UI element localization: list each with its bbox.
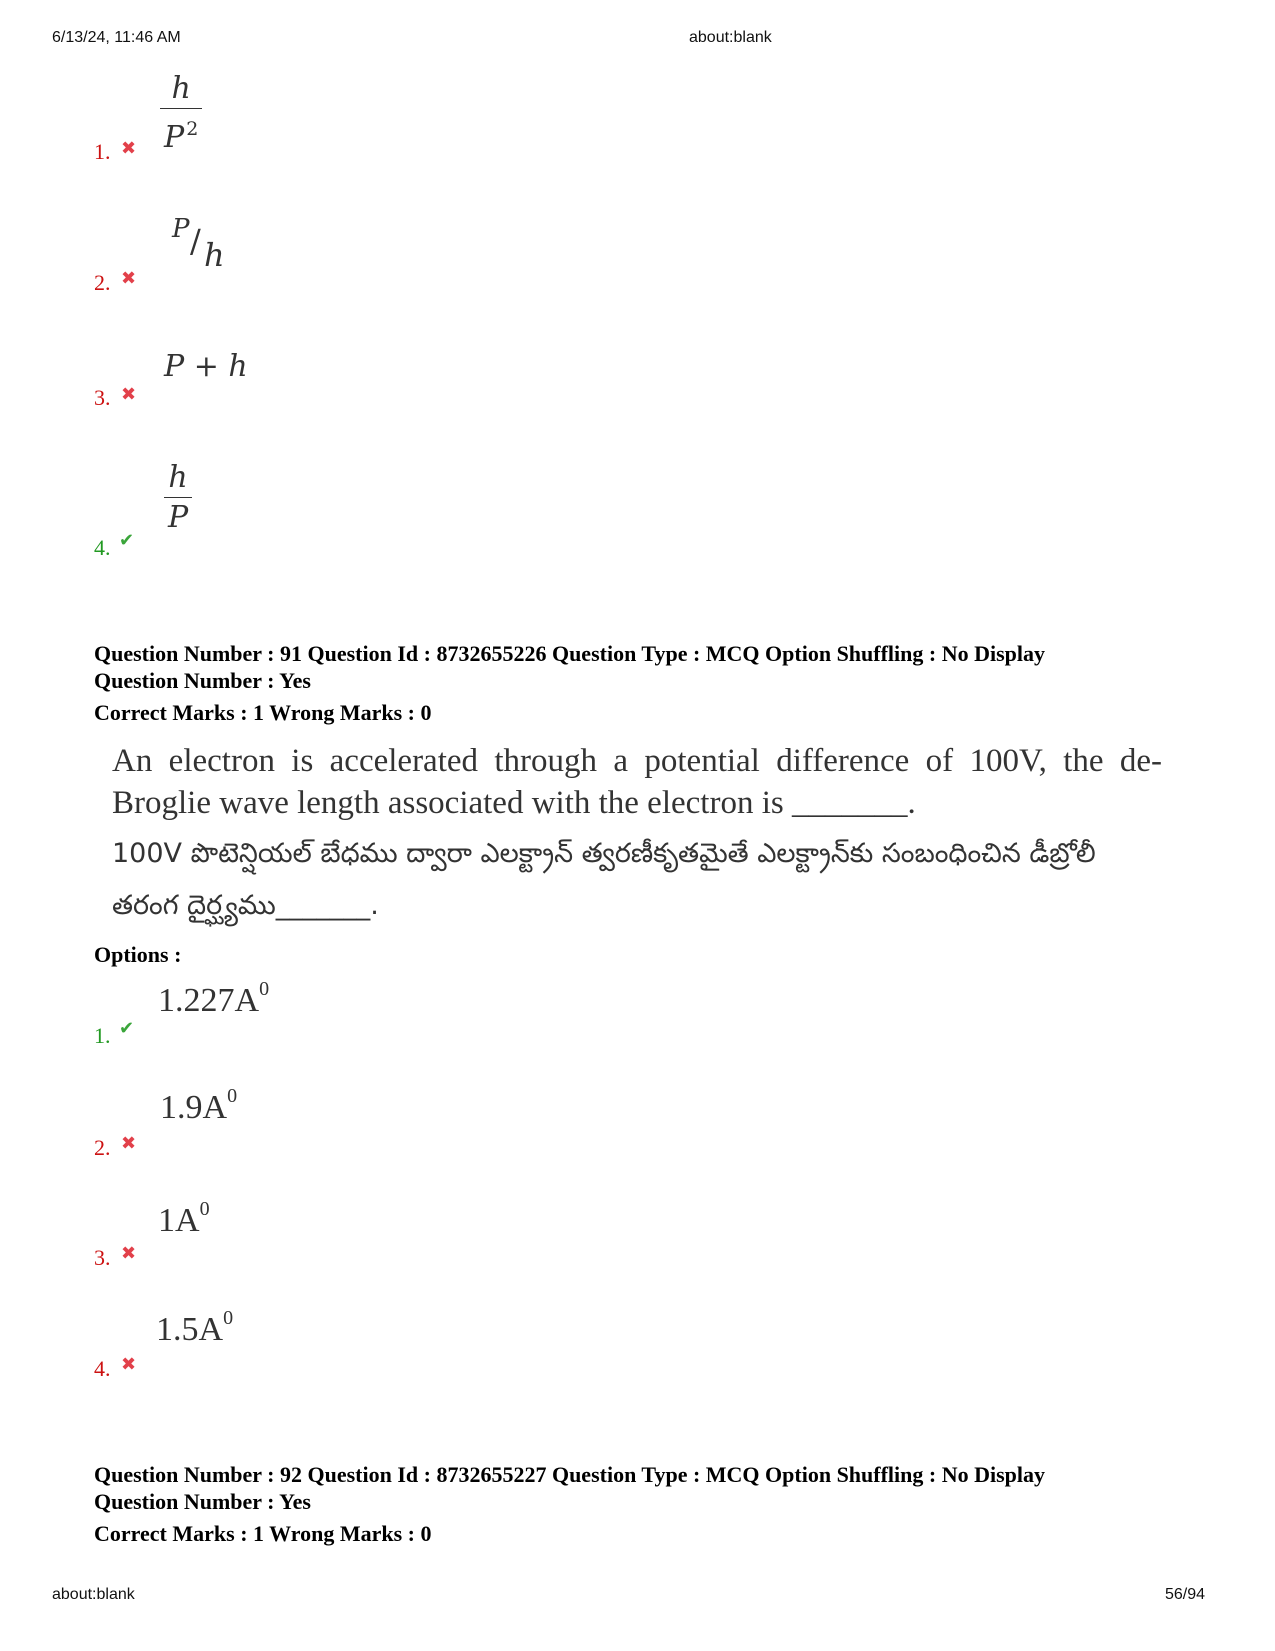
option-expression <box>160 70 202 158</box>
option-value: $1.5A^0$ <box>156 1307 234 1348</box>
option-value: $1.227A^0$ <box>158 978 270 1019</box>
check-icon: ✔ <box>119 1018 135 1039</box>
cross-icon: ✖ <box>121 268 137 289</box>
question-marks: Correct Marks : 1 Wrong Marks : 0 <box>94 700 432 725</box>
page-number: 56/94 <box>1165 1586 1206 1603</box>
cross-icon: ✖ <box>121 138 137 159</box>
option-number: 4. <box>94 535 111 560</box>
cross-icon: ✖ <box>121 1133 137 1154</box>
cross-icon: ✖ <box>121 1243 137 1264</box>
option-number: 1. <box>94 139 111 164</box>
option-number: 3. <box>94 385 111 410</box>
expr-p: P <box>172 214 190 244</box>
check-icon: ✔ <box>119 530 135 551</box>
option-number: 4. <box>94 1356 111 1381</box>
option-number: 3. <box>94 1245 111 1270</box>
question-text-telugu: 100V పొటెన్షియల్ బేధము ద్వారా ఎలక్ట్రాన్ త్వరణీకృతమైతే ఎలక్ట్రాన్‌కు సంబంధించిన డీబ్రోలీ తరంగ దైర్ఘ్యము_______. <box>112 838 1096 921</box>
option-expression: P + h <box>164 349 248 384</box>
option-number: 2. <box>94 270 111 295</box>
fraction-numerator: h <box>171 71 191 106</box>
fraction-denominator: P <box>168 500 189 535</box>
cross-icon: ✖ <box>121 384 137 405</box>
fraction-denominator: P <box>164 120 185 155</box>
question-meta-line: Question Number : Yes <box>94 1489 311 1514</box>
question-92-meta <box>94 1461 1204 1547</box>
options-label: Options : <box>94 942 182 967</box>
option-value: $1A^0$ <box>158 1198 210 1239</box>
option-expression <box>172 214 232 274</box>
expr-h: h <box>204 236 225 274</box>
question-meta-line: Question Number : 91 Question Id : 8732655226 Question Type : MCQ Option Shuffling : No Display <box>94 641 1046 666</box>
question-91-text <box>112 740 1162 932</box>
option-value: $1.9A^0$ <box>160 1085 238 1126</box>
option-expression <box>164 459 192 538</box>
print-datetime: 6/13/24, 11:46 AM <box>52 29 181 46</box>
exponent: 2 <box>186 118 199 140</box>
print-url: about:blank <box>689 29 772 46</box>
question-text-english: An electron is accelerated through a potential difference of 100V, the de-Broglie wave length associated with the electron is _______. <box>112 743 1162 821</box>
question-marks: Correct Marks : 1 Wrong Marks : 0 <box>94 1521 432 1546</box>
option-number: 1. <box>94 1023 111 1048</box>
footer-url: about:blank <box>52 1586 135 1603</box>
option-number: 2. <box>94 1135 111 1160</box>
question-meta-line: Question Number : 92 Question Id : 8732655227 Question Type : MCQ Option Shuffling : No Display <box>94 1462 1046 1487</box>
fraction-numerator: h <box>168 460 188 495</box>
expr-slash: / <box>190 222 201 260</box>
question-meta-line: Question Number : Yes <box>94 668 311 693</box>
cross-icon: ✖ <box>121 1354 137 1375</box>
question-91-meta <box>94 640 1204 726</box>
